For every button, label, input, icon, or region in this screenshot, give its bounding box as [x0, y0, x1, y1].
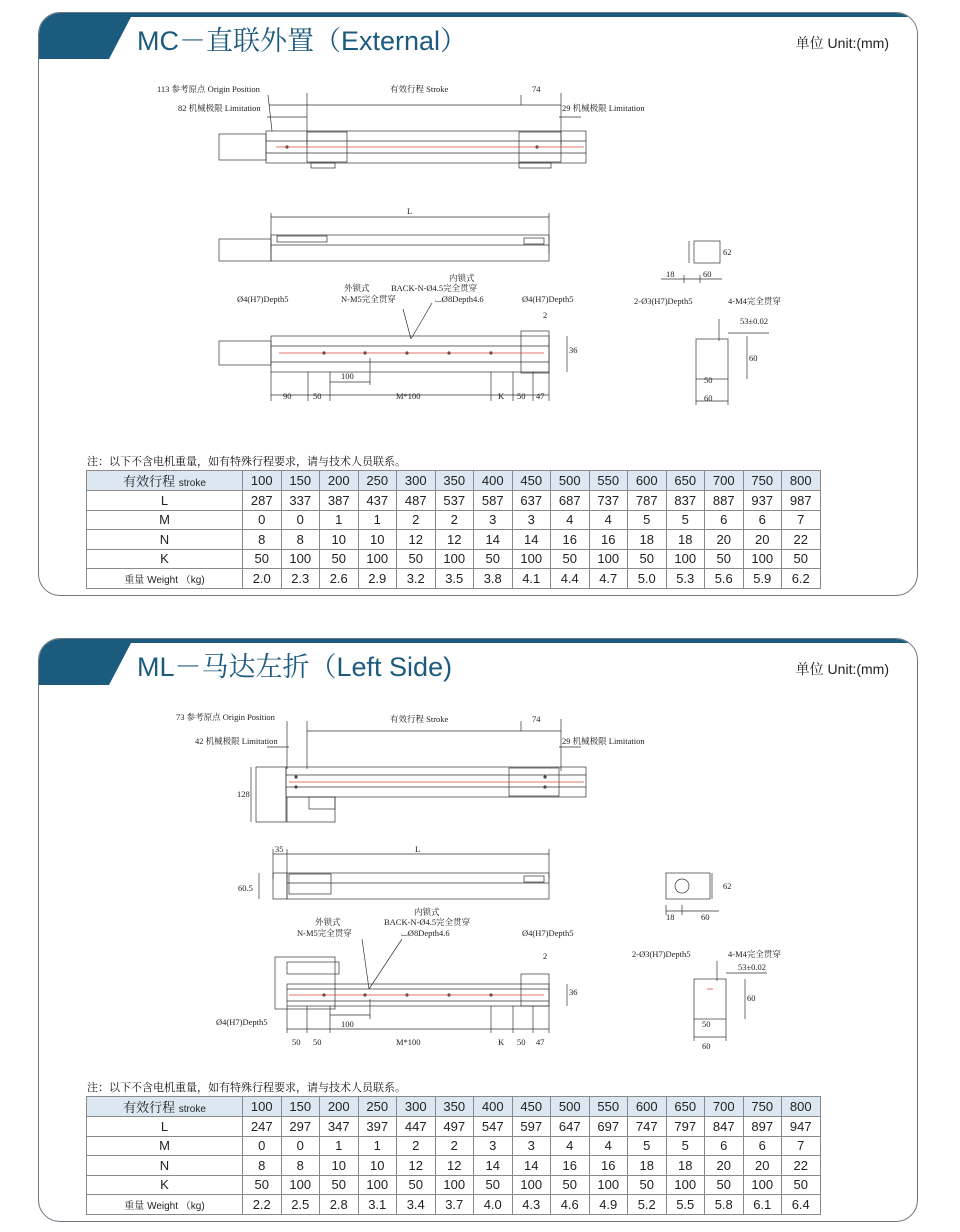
end-60v: 60 — [747, 993, 756, 1003]
side-62: 62 — [723, 247, 732, 257]
stroke-cell: 650 — [666, 1097, 705, 1117]
side-62: 62 — [723, 881, 732, 891]
dim-100: 100 — [341, 1019, 354, 1029]
pin-right-label: Ø4(H7)Depth5 — [522, 294, 574, 304]
back-hole-label: BACK-N-Ø4.5完全贯穿 — [384, 917, 471, 927]
stroke-cell: 300 — [397, 1097, 436, 1117]
stroke-cell: 750 — [743, 471, 782, 491]
table-row: M 0 0 1 1 2 2 3 3 4 4 5 5 6 6 7 — [87, 510, 821, 530]
end-m4-label: 4-M4完全贯穿 — [728, 949, 781, 959]
counterbore-label: ⌴Ø8Depth4.6 — [401, 928, 450, 938]
limit-left-label: 82 机械极限 Limitation — [178, 103, 261, 113]
pin-left-label: Ø4(H7)Depth5 — [216, 1017, 268, 1027]
table-row: N 8 8 10 10 12 12 14 14 16 16 18 18 20 20 22 — [87, 1156, 821, 1176]
stroke-cell: 250 — [358, 471, 397, 491]
stroke-label: 有效行程 Stroke — [390, 714, 449, 724]
back-hole-label: BACK-N-Ø4.5完全贯穿 — [391, 283, 478, 293]
section-ml — [38, 638, 918, 1222]
dim-50-b: 50 — [517, 391, 526, 401]
weight-row: 重量 Weight （kg) 2.2 2.5 2.8 3.1 3.4 3.7 4.0 4.3 4.6 4.9 5.2 5.5 5.8 6.1 6.4 — [87, 1195, 821, 1215]
table-row: L 287 337 387 437 487 537 587 637 687 737 787 837 887 937 987 — [87, 491, 821, 511]
stroke-cell: 350 — [435, 1097, 474, 1117]
origin-label: 113 参考原点 Origin Position — [157, 84, 260, 94]
table-row: M 0 0 1 1 2 2 3 3 4 4 5 5 6 6 7 — [87, 1136, 821, 1156]
stroke-cell: 100 — [243, 471, 282, 491]
side-18: 18 — [666, 269, 675, 279]
stroke-cell: 600 — [628, 1097, 667, 1117]
stroke-cell: 400 — [474, 1097, 513, 1117]
m5-label: N-M5完全贯穿 — [341, 294, 396, 304]
stroke-cell: 200 — [320, 471, 359, 491]
counterbore-label: ⌴Ø8Depth4.6 — [435, 294, 484, 304]
unit-label: 单位 Unit:(mm) — [795, 661, 889, 677]
stroke-cell: 750 — [743, 1097, 782, 1117]
pin-left-label: Ø4(H7)Depth5 — [237, 294, 289, 304]
section-mc — [38, 12, 918, 596]
spec-table — [86, 1096, 821, 1215]
dim-2: 2 — [543, 951, 548, 961]
dim-35: 35 — [275, 844, 284, 854]
dim-2: 2 — [543, 310, 548, 320]
dim-m100: M*100 — [396, 391, 421, 401]
outer-lock-label: 外锁式 — [344, 283, 370, 293]
dim-50-a: 50 — [292, 1037, 301, 1047]
section-title: MC－直联外置（External） — [137, 26, 468, 56]
end-m4-label: 4-M4完全贯穿 — [728, 296, 781, 306]
dim-50-c: 50 — [313, 1037, 322, 1047]
stroke-cell: 450 — [512, 471, 551, 491]
table-row: N 8 8 10 10 12 12 14 14 16 16 18 18 20 20 22 — [87, 530, 821, 550]
note: 注：以下不含电机重量，如有特殊行程要求，请与技术人员联系。 — [87, 456, 406, 468]
stroke-cell: 700 — [705, 1097, 744, 1117]
stroke-cell: 250 — [358, 1097, 397, 1117]
end-pin-label: 2-Ø3(H7)Depth5 — [634, 296, 693, 306]
stroke-cell: 800 — [782, 471, 821, 491]
stroke-cell: 500 — [551, 471, 590, 491]
end-60b: 60 — [702, 1041, 711, 1051]
stroke-cell: 550 — [589, 471, 628, 491]
stroke-cell: 150 — [281, 1097, 320, 1117]
stroke-label: 有效行程 Stroke — [390, 84, 449, 94]
header-cell: 有效行程 stroke — [87, 471, 243, 491]
dim-90: 90 — [283, 391, 292, 401]
m5-label: N-M5完全贯穿 — [297, 928, 352, 938]
dim-50-b: 50 — [517, 1037, 526, 1047]
dim-36: 36 — [569, 987, 578, 997]
table-row: K 50 100 50 100 50 100 50 100 50 100 50 100 50 100 50 — [87, 1175, 821, 1195]
header-cell: 有效行程 stroke — [87, 1097, 243, 1117]
stroke-cell: 100 — [243, 1097, 282, 1117]
dim-47: 47 — [536, 1037, 545, 1047]
weight-label: 重量 Weight （kg) — [87, 1195, 243, 1215]
dim-60-5: 60.5 — [238, 883, 253, 893]
dim-50-a: 50 — [313, 391, 322, 401]
pin-right-label: Ø4(H7)Depth5 — [522, 928, 574, 938]
dim-74: 74 — [532, 84, 541, 94]
end-50: 50 — [704, 375, 713, 385]
table-row: K 50 100 50 100 50 100 50 100 50 100 50 100 50 100 50 — [87, 549, 821, 569]
stroke-cell: 700 — [705, 471, 744, 491]
stroke-cell: 500 — [551, 1097, 590, 1117]
technical-drawing — [39, 639, 917, 1079]
unit-label: 单位 Unit:(mm) — [795, 35, 889, 51]
weight-label: 重量 Weight （kg) — [87, 569, 243, 589]
dim-47: 47 — [536, 391, 545, 401]
note: 注：以下不含电机重量，如有特殊行程要求，请与技术人员联系。 — [87, 1082, 406, 1094]
inner-lock-label: 内锁式 — [414, 907, 440, 917]
section-title: ML－马达左折（Left Side) — [137, 652, 453, 682]
dim-L: L — [407, 206, 413, 216]
limit-right-label: 29 机械极限 Limitation — [562, 736, 645, 746]
table-header-row — [87, 1097, 821, 1117]
outer-lock-label: 外锁式 — [315, 917, 341, 927]
stroke-cell: 400 — [474, 471, 513, 491]
end-53: 53±0.02 — [738, 962, 767, 972]
stroke-cell: 800 — [782, 1097, 821, 1117]
stroke-cell: 350 — [435, 471, 474, 491]
dim-L: L — [415, 844, 421, 854]
table-row: L 247 297 347 397 447 497 547 597 647 697 747 797 847 897 947 — [87, 1117, 821, 1137]
inner-lock-label: 内锁式 — [449, 273, 475, 283]
dim-100: 100 — [341, 371, 354, 381]
side-60: 60 — [701, 912, 710, 922]
dim-128: 128 — [237, 789, 250, 799]
stroke-cell: 150 — [281, 471, 320, 491]
table-header-row — [87, 471, 821, 491]
stroke-cell: 450 — [512, 1097, 551, 1117]
limit-left-label: 42 机械极限 Limitation — [195, 736, 278, 746]
dim-74: 74 — [532, 714, 541, 724]
stroke-cell: 200 — [320, 1097, 359, 1117]
origin-label: 73 参考原点 Origin Position — [176, 712, 275, 722]
stroke-cell: 650 — [666, 471, 705, 491]
weight-row: 重量 Weight （kg) 2.0 2.3 2.6 2.9 3.2 3.5 3.8 4.1 4.4 4.7 5.0 5.3 5.6 5.9 6.2 — [87, 569, 821, 589]
end-60v: 60 — [749, 353, 758, 363]
stroke-cell: 600 — [628, 471, 667, 491]
stroke-cell: 300 — [397, 471, 436, 491]
dim-m100: M*100 — [396, 1037, 421, 1047]
side-18: 18 — [666, 912, 675, 922]
end-pin-label: 2-Ø3(H7)Depth5 — [632, 949, 691, 959]
dim-k: K — [498, 391, 505, 401]
technical-drawing — [39, 13, 917, 453]
side-60: 60 — [703, 269, 712, 279]
dim-36: 36 — [569, 345, 578, 355]
stroke-cell: 550 — [589, 1097, 628, 1117]
spec-table — [86, 470, 821, 589]
limit-right-label: 29 机械极限 Limitation — [562, 103, 645, 113]
end-50: 50 — [702, 1019, 711, 1029]
end-53: 53±0.02 — [740, 316, 769, 326]
end-60b: 60 — [704, 393, 713, 403]
dim-k: K — [498, 1037, 505, 1047]
